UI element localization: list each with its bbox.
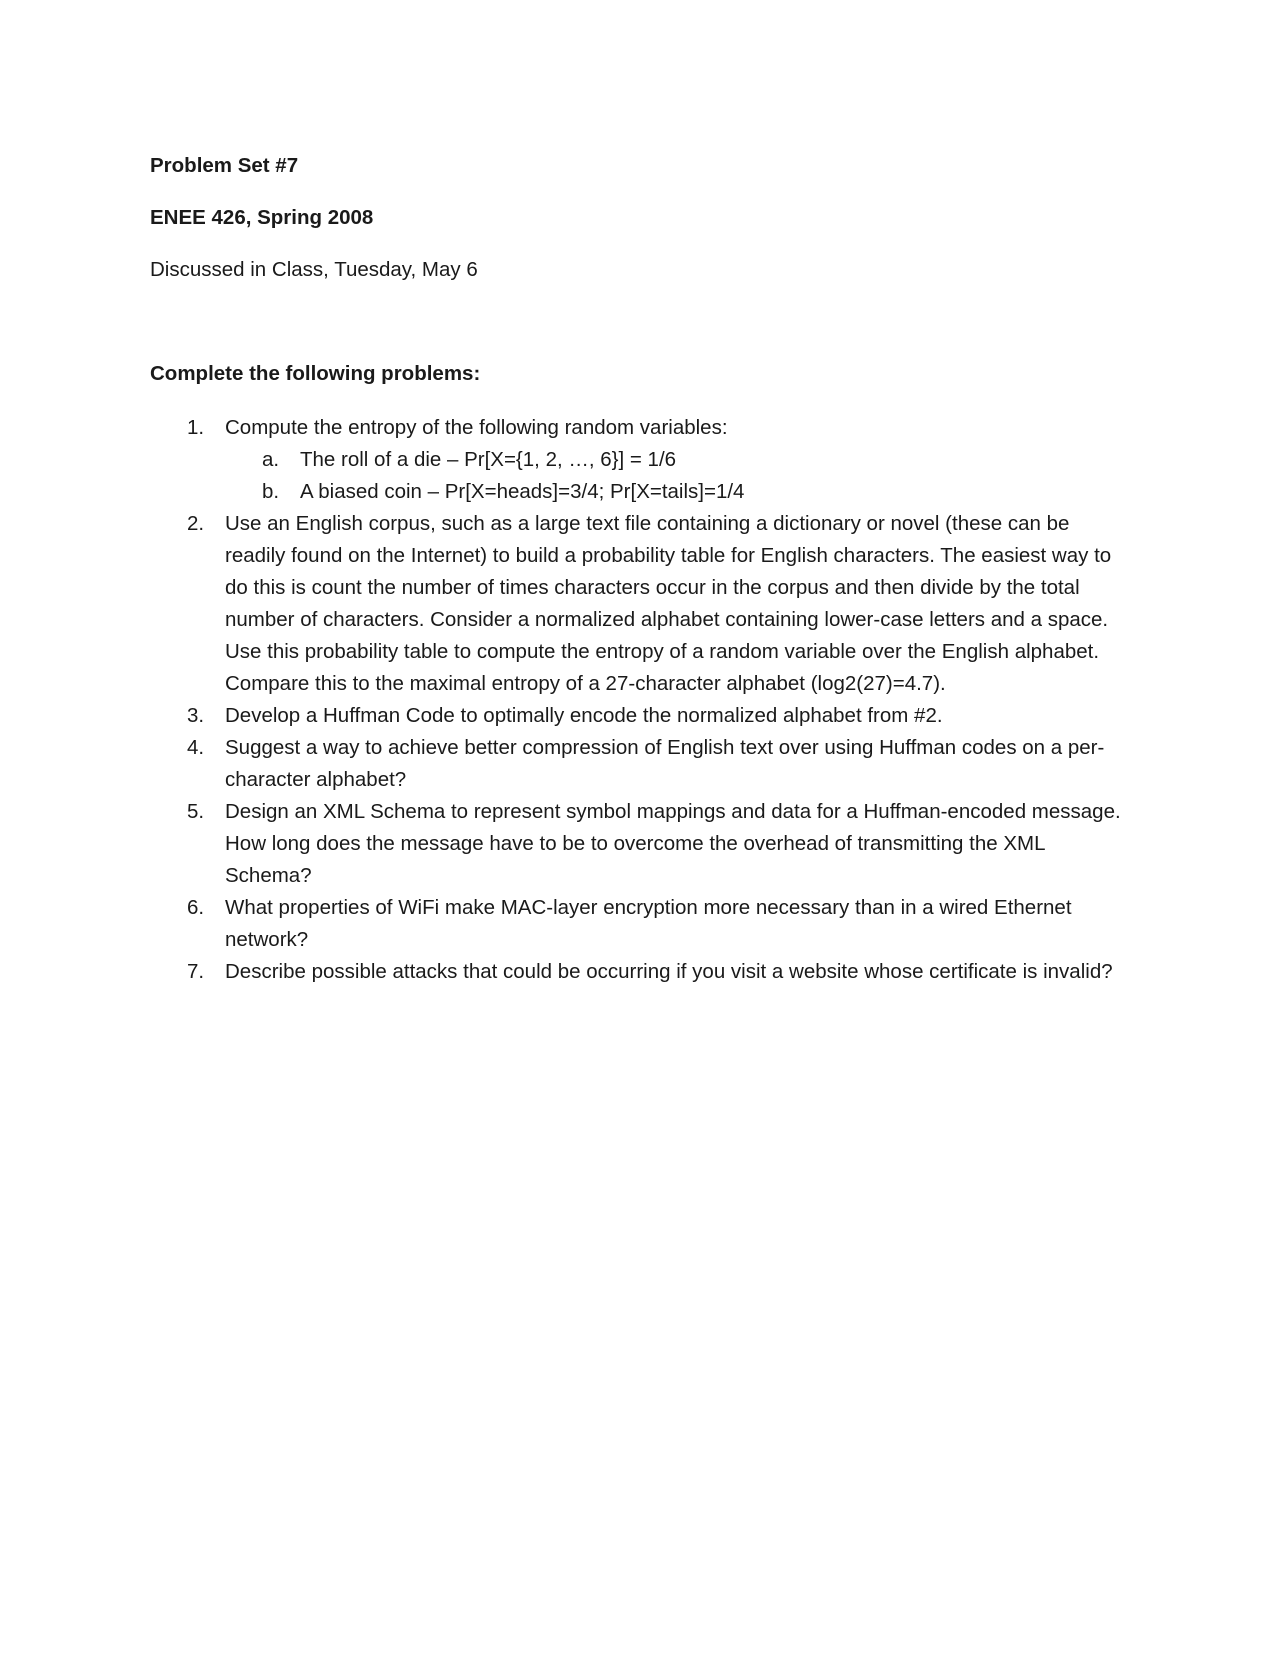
problem-item — [150, 892, 1130, 956]
instructions-heading: Complete the following problems: — [150, 362, 481, 385]
problem-list — [150, 412, 1130, 988]
problem-item — [150, 412, 1130, 508]
problem-number: 6. — [187, 896, 205, 919]
document-page — [150, 150, 1130, 988]
problem-item — [150, 732, 1130, 796]
problem-text: Develop a Huffman Code to optimally encode the normalized alphabet from #2. — [225, 704, 943, 727]
problem-number: 3. — [187, 704, 205, 727]
subproblem-list — [225, 444, 1130, 508]
problem-number: 4. — [187, 736, 205, 759]
problem-text: Use an English corpus, such as a large text file containing a dictionary or novel (these can be readily found on the Internet) to build a probability table for English characters. The easiest way to do this is count the number of times characters occur in the corpus and then divide by the total number of characters. Consider a normalized alphabet containing lower-case letters and a space. Use this probability table to compute the entropy of a random variable over the English alphabet. Compare this to the maximal entropy of a 27-character alphabet (log2(27)=4.7). — [225, 512, 1112, 695]
problem-text: Design an XML Schema to represent symbol mappings and data for a Huffman-encoded message. How long does the message have to be to overcome the overhead of transmitting the XML Schema? — [225, 800, 1121, 887]
course-label: ENEE 426, Spring 2008 — [150, 206, 374, 229]
discussion-date: Discussed in Class, Tuesday, May 6 — [150, 258, 478, 281]
subproblem-text: A biased coin – Pr[X=heads]=3/4; Pr[X=tails]=1/4 — [300, 480, 745, 503]
problem-number: 5. — [187, 800, 205, 823]
problem-number: 7. — [187, 960, 205, 983]
problem-number: 2. — [187, 512, 205, 535]
problem-text: Describe possible attacks that could be occurring if you visit a website whose certificate is invalid? — [225, 960, 1113, 983]
problem-text: Compute the entropy of the following random variables: — [225, 416, 728, 439]
page-title: Problem Set #7 — [150, 154, 299, 177]
problem-text: What properties of WiFi make MAC-layer encryption more necessary than in a wired Ethernet network? — [225, 896, 1072, 951]
problem-number: 1. — [187, 416, 205, 439]
subproblem-text: The roll of a die – Pr[X={1, 2, …, 6}] = 1/6 — [300, 448, 677, 471]
subproblem-letter: b. — [262, 480, 280, 503]
problem-text: Suggest a way to achieve better compression of English text over using Huffman codes on a per-character alphabet? — [225, 736, 1105, 791]
subproblem-item — [225, 476, 1130, 508]
problem-item — [150, 508, 1130, 700]
subproblem-item — [225, 444, 1130, 476]
problem-item — [150, 796, 1130, 892]
problem-item — [150, 700, 1130, 732]
problem-item — [150, 956, 1130, 988]
subproblem-letter: a. — [262, 448, 280, 471]
